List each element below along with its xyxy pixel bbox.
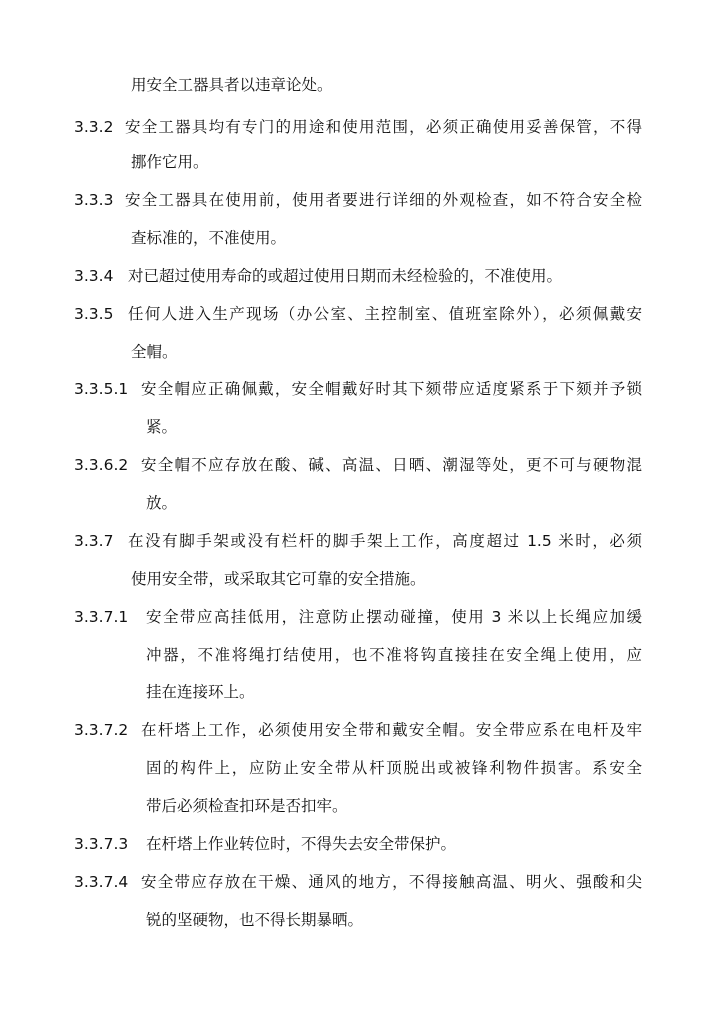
clause-number: 3.3.3 — [74, 191, 114, 209]
clause-text: 挪作它用。 — [131, 153, 209, 171]
clause-number: 3.3.4 — [74, 267, 114, 285]
clause-number: 3.3.7.1 — [74, 608, 129, 626]
clause-text: 安全带应高挂低用，注意防止摆动碰撞，使用 3 米以上长绳应加缓 — [146, 608, 642, 626]
clause-text: 对已超过使用寿命的或超过使用日期而未经检验的，不准使用。 — [128, 267, 563, 285]
clause-text: 查标准的，不准使用。 — [131, 229, 287, 247]
clause-text: 锐的坚硬物，也不得长期暴晒。 — [146, 911, 364, 929]
clause-text: 在杆塔上作业转位时，不得失去安全带保护。 — [146, 835, 457, 853]
clause-number: 3.3.7 — [74, 532, 114, 550]
clause-text: 安全带应存放在干燥、通风的地方，不得接触高温、明火、强酸和尖 — [141, 873, 642, 891]
clause-text: 带后必须检查扣环是否扣牢。 — [146, 797, 348, 815]
clause-number: 3.3.2 — [74, 118, 114, 136]
clause-text: 安全帽应正确佩戴，安全帽戴好时其下颏带应适度紧系于下颏并予锁 — [141, 380, 642, 398]
clause-text: 紧。 — [146, 418, 178, 436]
clause-text: 使用安全带，或采取其它可靠的安全措施。 — [131, 570, 426, 588]
clause-number: 3.3.7.3 — [74, 835, 129, 853]
clause-text: 放。 — [146, 494, 178, 512]
clause-text: 在杆塔上工作，必须使用安全带和戴安全帽。安全带应系在电杆及牢 — [141, 721, 642, 739]
clause-text: 安全工器具均有专门的用途和使用范围，必须正确使用妥善保管，不得 — [125, 118, 642, 136]
clause-number: 3.3.6.2 — [74, 456, 129, 474]
clause-text: 安全工器具在使用前，使用者要进行详细的外观检查，如不符合安全检 — [125, 191, 642, 209]
clause-text: 安全帽不应存放在酸、碱、高温、日晒、潮湿等处，更不可与硬物混 — [141, 456, 642, 474]
clause-text: 固的构件上，应防止安全带从杆顶脱出或被锋利物件损害。系安全 — [146, 759, 642, 777]
clause-number: 3.3.7.4 — [74, 873, 129, 891]
clause-number: 3.3.5.1 — [74, 380, 129, 398]
clause-text: 任何人进入生产现场（办公室、主控制室、值班室除外），必须佩戴安 — [128, 305, 642, 323]
clause-number: 3.3.5 — [74, 305, 114, 323]
clause-number: 3.3.7.2 — [74, 721, 129, 739]
clause-text: 挂在连接环上。 — [146, 683, 255, 701]
clause-text: 在没有脚手架或没有栏杆的脚手架上工作，高度超过 1.5 米时，必须 — [128, 532, 642, 550]
clause-text: 全帽。 — [131, 343, 178, 361]
clause-text: 冲器，不准将绳打结使用，也不准将钩直接挂在安全绳上使用，应 — [146, 646, 642, 664]
clause-text: 用安全工器具者以违章论处。 — [131, 76, 333, 94]
